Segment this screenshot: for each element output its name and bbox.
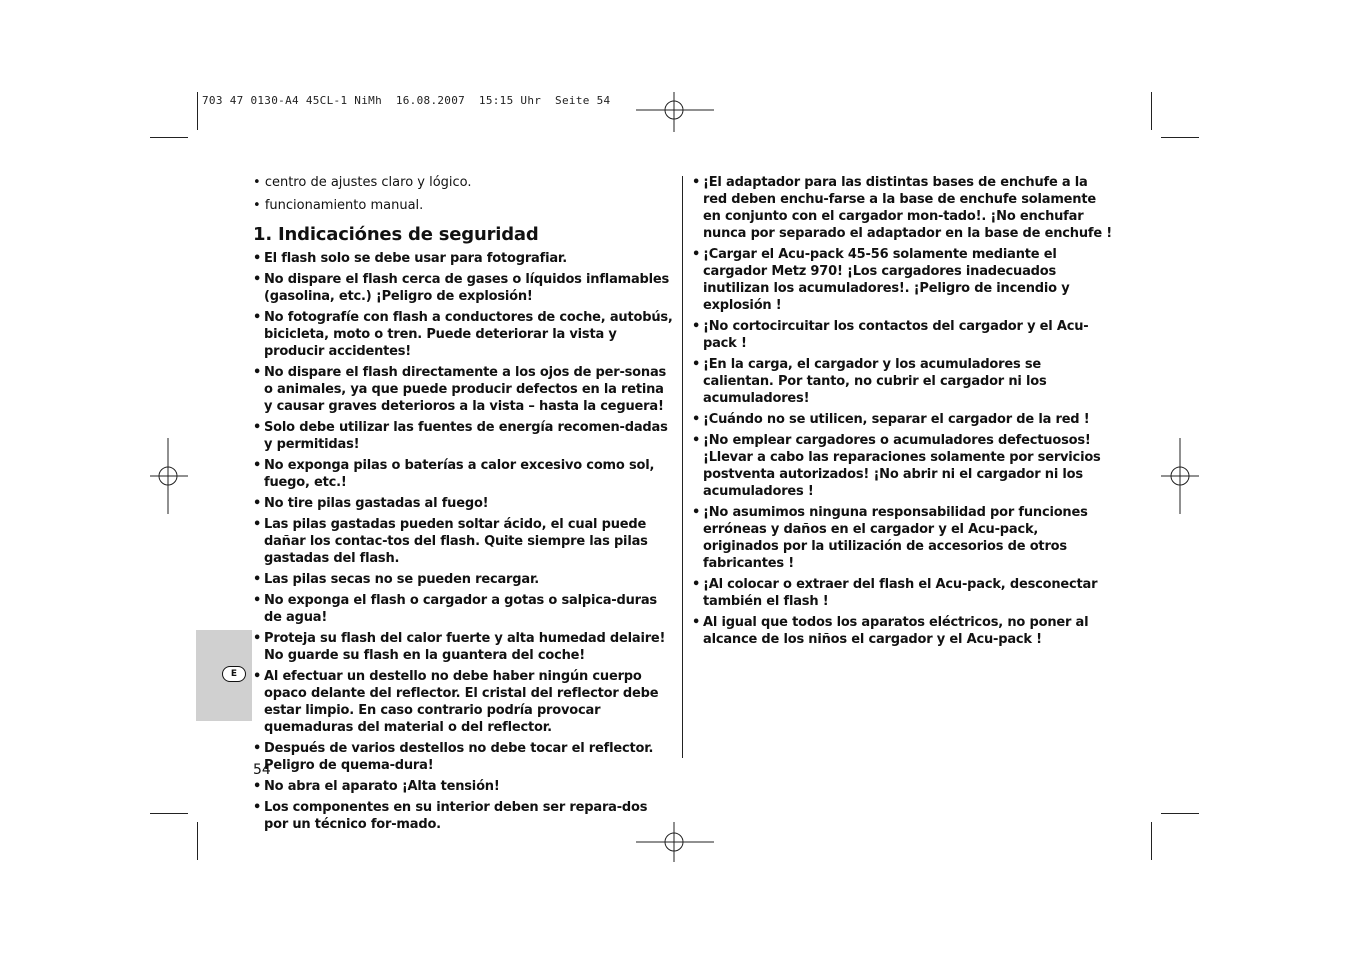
list-item: • ¡No emplear cargadores o acumuladores defectuosos! ¡Llevar a cabo las reparaciones solamente por servicios postventa autorizados! ¡No abrir ni el cargador ni los acumuladores ! [692, 432, 1114, 500]
page-number: 54 [253, 762, 271, 778]
crop-mark-top-right-h [1161, 137, 1199, 138]
list-item: • No exponga el flash o cargador a gotas o salpica-duras de agua! [253, 592, 673, 626]
safety-list-right [692, 174, 1114, 648]
list-item: • ¡Cargar el Acu-pack 45-56 solamente mediante el cargador Metz 970! ¡Los cargadores inadecuados inutilizan los acumuladores!. ¡Peligro de incendio y explosión ! [692, 246, 1114, 314]
list-item: • Al igual que todos los aparatos eléctricos, no poner al alcance de los niños el cargador y el Acu-pack ! [692, 614, 1114, 648]
right-column [692, 174, 1114, 652]
crop-mark-bottom-right-h [1161, 813, 1199, 814]
list-item: • ¡El adaptador para las distintas bases de enchufe a la red deben enchu-farse a la base de enchufe solamente en conjunto con el cargador mon-tado!. ¡No enchufar nunca por separado el adaptador en la base de enchufe ! [692, 174, 1114, 242]
list-item: • No tire pilas gastadas al fuego! [253, 495, 673, 512]
list-item: • Proteja su flash del calor fuerte y alta humedad delaire! No guarde su flash en la guantera del coche! [253, 630, 673, 664]
crop-mark-top-right-v [1151, 92, 1152, 130]
list-item: • Las pilas secas no se pueden recargar. [253, 571, 673, 588]
list-item: • No abra el aparato ¡Alta tensión! [253, 778, 673, 795]
list-item: • No dispare el flash cerca de gases o líquidos inflamables (gasolina, etc.) ¡Peligro de explosión! [253, 271, 673, 305]
language-badge: E [222, 666, 246, 682]
crop-mark-top-left-h [150, 137, 188, 138]
list-item: • No fotografíe con flash a conductores de coche, autobús, bicicleta, moto o tren. Puede deteriorar la vista y producir accidentes! [253, 309, 673, 360]
safety-list-left [253, 250, 673, 833]
list-item: • ¡En la carga, el cargador y los acumuladores se calientan. Por tanto, no cubrir el cargador ni los acumuladores! [692, 356, 1114, 407]
list-item: • ¡No asumimos ninguna responsabilidad por funciones erróneas y daños en el cargador y el Acu-pack, originados por la utilización de accesorios de otros fabricantes ! [692, 504, 1114, 572]
print-slug: 703 47 0130-A4 45CL-1 NiMh 16.08.2007 15:15 Uhr Seite 54 [202, 94, 611, 107]
list-item: • Después de varios destellos no debe tocar el reflector. Peligro de quema-dura! [253, 740, 673, 774]
column-divider [682, 176, 683, 758]
registration-mark-icon [150, 438, 188, 514]
list-item: • Al efectuar un destello no debe haber ningún cuerpo opaco delante del reflector. El cristal del reflector debe estar limpio. En caso contrario podría provocar quemaduras del material o del reflector. [253, 668, 673, 736]
list-item: • No dispare el flash directamente a los ojos de per-sonas o animales, ya que puede producir defectos en la retina y causar graves deterioros a la vista – hasta la ceguera! [253, 364, 673, 415]
list-item: • ¡Al colocar o extraer del flash el Acu-pack, desconectar también el flash ! [692, 576, 1114, 610]
crop-mark-top-left-v [197, 92, 198, 130]
list-item: • Las pilas gastadas pueden soltar ácido, el cual puede dañar los contac-tos del flash. Quite siempre las pilas gastadas del flash. [253, 516, 673, 567]
list-item: • Solo debe utilizar las fuentes de energía recomen-dadas y permitidas! [253, 419, 673, 453]
intro-item: • funcionamiento manual. [253, 197, 673, 214]
list-item: • No exponga pilas o baterías a calor excesivo como sol, fuego, etc.! [253, 457, 673, 491]
intro-item: • centro de ajustes claro y lógico. [253, 174, 673, 191]
crop-mark-bottom-left-h [150, 813, 188, 814]
list-item: • Los componentes en su interior deben ser repara-dos por un técnico for-mado. [253, 799, 673, 833]
list-item: • ¡No cortocircuitar los contactos del cargador y el Acu-pack ! [692, 318, 1114, 352]
section-heading: 1. Indicaciónes de seguridad [253, 224, 539, 245]
registration-mark-icon [1161, 438, 1199, 514]
left-column [253, 174, 673, 837]
list-item: • ¡Cuándo no se utilicen, separar el cargador de la red ! [692, 411, 1114, 428]
crop-mark-bottom-right-v [1151, 822, 1152, 860]
crop-mark-bottom-left-v [197, 822, 198, 860]
list-item: • El flash solo se debe usar para fotografiar. [253, 250, 673, 267]
registration-mark-icon [636, 92, 714, 132]
